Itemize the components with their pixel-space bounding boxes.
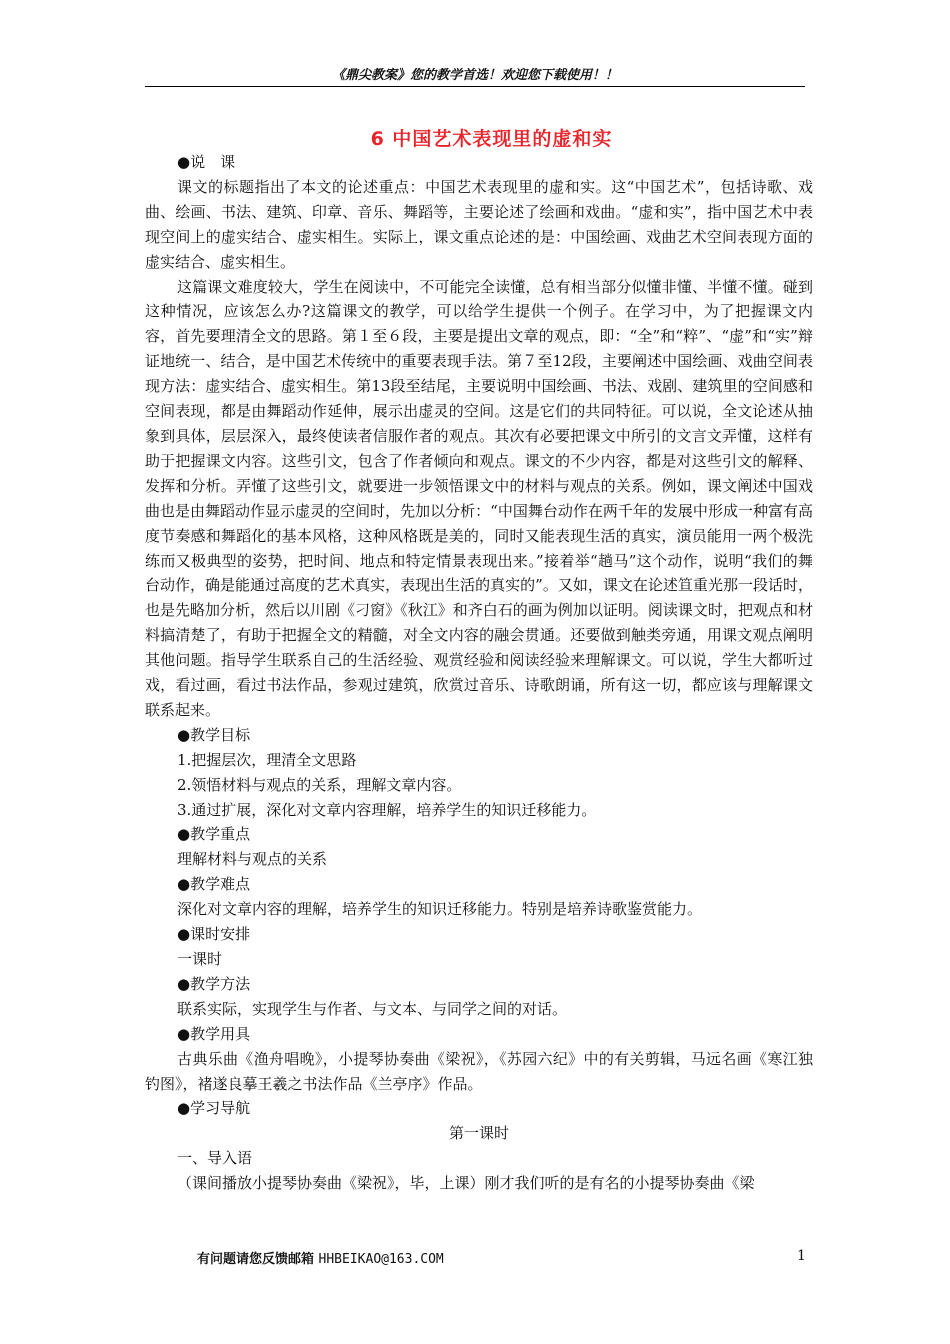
list-item: 3.通过扩展，深化对文章内容理解，培养学生的知识迁移能力。 <box>177 800 597 819</box>
section-heading-nandian: ●教学难点 <box>177 875 251 894</box>
section-heading-keshi: ●课时安排 <box>177 925 251 944</box>
page-number: 1 <box>797 1248 806 1264</box>
list-item: 1.把握层次，理清全文思路 <box>177 750 357 769</box>
paragraph: （课间播放小提琴协奏曲《梁祝》，毕，上课）刚才我们听的是有名的小提琴协奏曲《梁 <box>177 1174 755 1193</box>
section-heading-fangfa: ●教学方法 <box>177 974 251 993</box>
page-footer <box>197 1248 444 1267</box>
list-item: 2.领悟材料与观点的关系，理解文章内容。 <box>177 775 462 794</box>
section-heading-zhongdian: ●教学重点 <box>177 825 251 844</box>
footer-email: HHBEIKAO@163.COM <box>318 1252 444 1267</box>
section-heading-mubiao: ●教学目标 <box>177 725 251 744</box>
document-title: 6 中国艺术表现里的虚和实 <box>370 128 613 150</box>
paragraph: 深化对文章内容的理解，培养学生的知识迁移能力。特别是培养诗歌鉴赏能力。 <box>177 900 703 919</box>
paragraph: 这篇课文难度较大，学生在阅读中，不可能完全读懂，总有相当部分似懂非懂、半懂不懂。碰到这种情况，应该怎么办?这篇课文的教学，可以给学生提供一个例子。在学习中，为了把握课文内容，首先要理清全文的思路。第１至６段，主要是提出文章的观点，即：“全”和“粹”、“虚”和“实”辩证地统一、结合，是中国艺术传统中的重要表现手法。第７至12段，主要阐述中国绘画、戏曲空间表现方法：虚实结合、虚实相生。第13段至结尾，主要说明中国绘画、书法、戏剧、建筑里的空间感和空间表现，都是由舞蹈动作延伸，展示出虚灵的空间。这是它们的共同特征。可以说，全文论述从抽象到具体，层层深入，最终使读者信服作者的观点。其次有必要把课文中所引的文言文弄懂，这样有助于把握课文内容。这些引文，包含了作者倾向和观点。课文的不少内容，都是对这些引文的解释、发挥和分析。弄懂了这些引文，就要进一步领悟课文中的材料与观点的关系。例如，课文阐述中国戏曲也是由舞蹈动作显示虚灵的空间时，先加以分析：“中国舞台动作在两千年的发展中形成一种富有高度节奏感和舞蹈化的基本风格，这种风格既是美的，同时又能表现生活的真实，演员能用一两个极洗练而又极典型的姿势，把时间、地点和特定情景表现出来。”接着举“趟马”这个动作，说明“我们的舞台动作，确是能通过高度的艺术真实，表现出生活的真实的”。又如，课文在论述笪重光那一段话时，也是先略加分析，然后以川剧《刁窗》《秋江》和齐白石的画为例加以证明。阅读课文时，把观点和材料搞清楚了，有助于把握全文的精髓，对全文内容的融会贯通。还要做到触类旁通，用课文观点阐明其他问题。指导学生联系自己的生活经验、观赏经验和阅读经验来理解课文。可以说，学生大都听过戏，看过画，看过书法作品，参观过建筑，欣赏过音乐、诗歌朗诵，所有这一切，都应该与理解课文联系起来。 <box>145 277 813 719</box>
section-heading-yongju: ●教学用具 <box>177 1024 251 1043</box>
page-header: 《鼎尖教案》您的教学首选！欢迎您下载使用！！ <box>331 68 618 83</box>
header-rule <box>145 86 805 87</box>
footer-label: 有问题请您反馈邮箱 <box>197 1252 319 1267</box>
paragraph: 课文的标题指出了本文的论述重点：中国艺术表现里的虚和实。这“中国艺术”，包括诗歌、戏曲、绘画、书法、建筑、印章、音乐、舞蹈等，主要论述了绘画和戏曲。“虚和实”，指中国艺术中表现空间上的虚实结合、虚实相生。实际上，课文重点论述的是：中国绘画、戏曲艺术空间表现方面的虚实结合、虚实相生。 <box>145 177 813 271</box>
document-body <box>145 150 813 1196</box>
paragraph: 理解材料与观点的关系 <box>177 850 328 869</box>
paragraph: 一课时 <box>177 950 223 968</box>
paragraph: 古典乐曲《渔舟唱晚》，小提琴协奏曲《梁祝》，《苏园六纪》中的有关剪辑，马远名画《寒江独钓图》，褚遂良摹王羲之书法作品《兰亭序》作品。 <box>145 1049 813 1093</box>
paragraph: 联系实际，实现学生与作者、与文本、与同学之间的对话。 <box>177 999 568 1018</box>
section-heading-shuoke: ●说 课 <box>177 153 236 171</box>
period-heading: 第一课时 <box>448 1124 509 1143</box>
sub-heading: 一、导入语 <box>177 1149 253 1168</box>
section-heading-daohang: ●学习导航 <box>177 1099 251 1118</box>
